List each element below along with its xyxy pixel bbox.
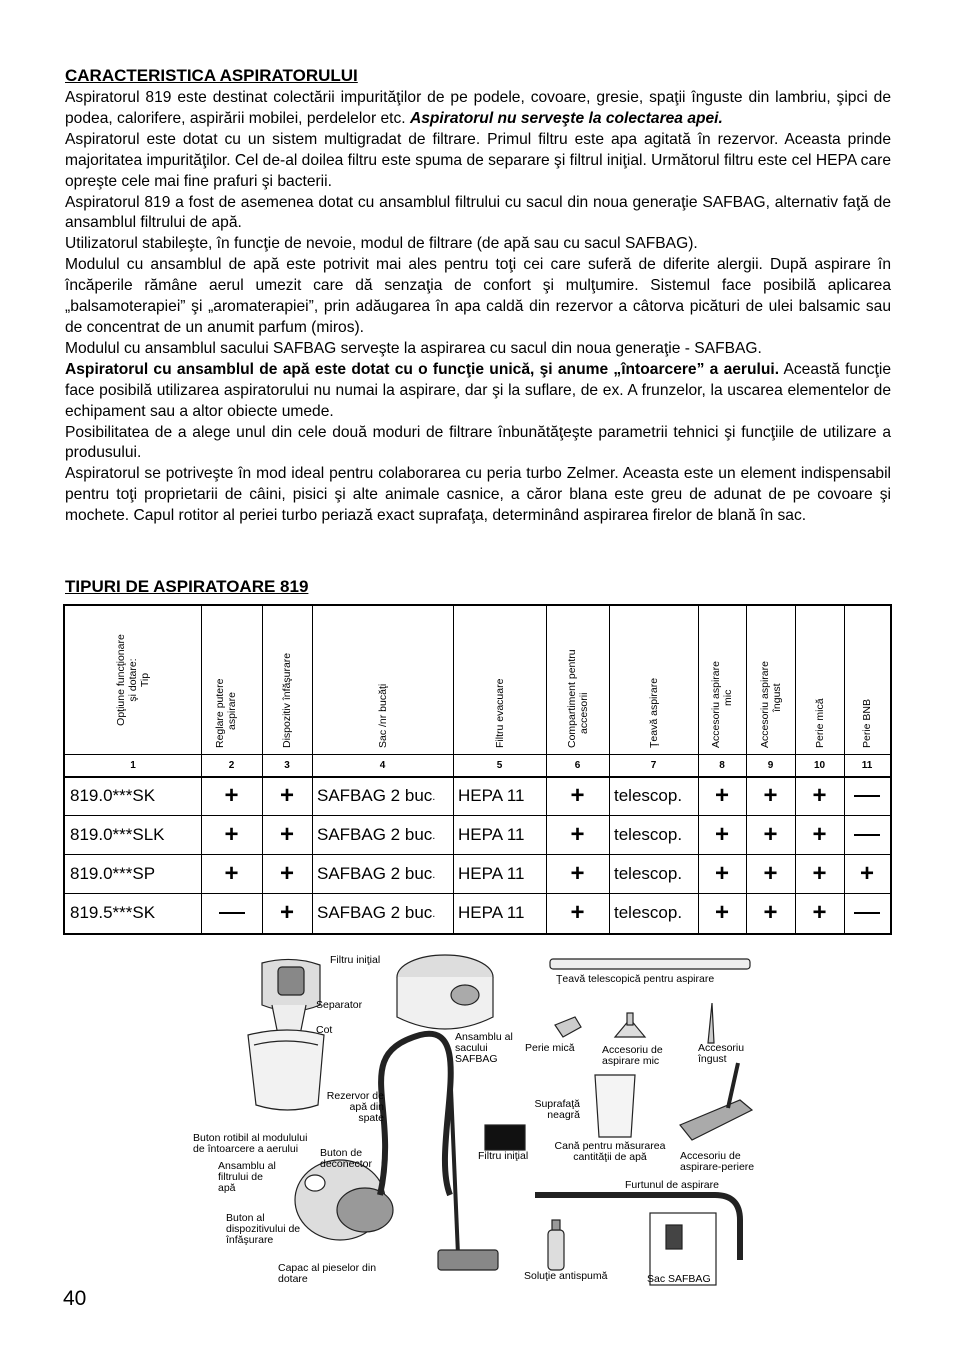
- label-acc-mic: Accesoriu de aspirare mic: [602, 1044, 663, 1067]
- table-column-number: 8: [719, 759, 725, 771]
- table-cell: [312, 776, 453, 815]
- table-column-number: 7: [650, 759, 657, 771]
- table-cell: HEPA 11: [458, 824, 525, 844]
- table-cell: +: [763, 781, 778, 809]
- label-filtru-initial-top: Filtru iniţial: [330, 954, 381, 966]
- label-buton-infasurare: Buton al dispozitivului de înfăşurare: [226, 1212, 301, 1246]
- table-header-text: Perie BNB: [861, 698, 873, 748]
- paragraph: Modulul cu ansamblul de apă este potrivit mai ales pentru toţi cei care suferă de diferite alergii. După aspirare în încăperile rămâne aerul umezit care dă senzaţia de confort şi mulţumire. Sistemul face posibilă aplicarea „balsamoterapiei” şi „aromaterapiei”, prin adăugarea în apa caldă din rezervor a câtorva picături de ulei balsamic sau de concentrat de un anumit parfum (miros).: [65, 256, 891, 336]
- cell-text: SAFBAG 2 buc: [317, 902, 433, 922]
- label-acc-ingust: Accesoriu îngust: [698, 1042, 745, 1065]
- table-cell: +: [812, 820, 827, 848]
- table-header-text-line: Accesoriu aspirare: [710, 661, 722, 748]
- label-cana: Cană pentru măsurarea cantităţii de apă: [554, 1140, 666, 1163]
- paragraph: Posibilitatea de a alege unul din cele două moduri de filtrare înbunătăţeşte parametrii tehnici şi funcţiile de utilizare a produsului.: [65, 423, 891, 462]
- table-cell: +: [812, 859, 827, 887]
- table-header-cell: [65, 606, 201, 754]
- table-column-number: 3: [284, 759, 290, 771]
- page-number: 40: [63, 1287, 87, 1310]
- table-column-number: 10: [813, 759, 826, 771]
- table-cell: +: [812, 898, 827, 926]
- table-cell: [312, 893, 453, 932]
- table-cell: telescop.: [614, 785, 683, 805]
- table-cell: +: [224, 820, 239, 848]
- section-heading-characteristics: CARACTERISTICA ASPIRATORULUI: [65, 66, 358, 85]
- table-cell: +: [714, 859, 729, 887]
- table-header-text: [759, 612, 783, 748]
- table-cell: HEPA 11: [458, 863, 525, 883]
- table-cell: +: [714, 781, 729, 809]
- table-cell: telescop.: [614, 824, 683, 844]
- bold-text: Aspiratorul cu ansamblul de apă este dotat cu o funcţie unică, şi anume „întoarcere” a aerului.: [65, 360, 780, 378]
- table-cell: telescop.: [614, 863, 683, 883]
- paragraph: Aspiratorul este dotat cu un sistem multigradat de filtrare. Primul filtru este apa agitată în rezervor. Aceasta prinde majoritatea impurităţilor. Cel de-al doilea filtru este spuma de separare şi filtrul iniţial. Următorul filtru este cel HEPA care opreşte cele mai fine prafuri şi bacterii.: [65, 130, 891, 190]
- table-cell: +: [570, 859, 585, 887]
- table-cell: +: [279, 898, 294, 926]
- table-column-number: 11: [861, 759, 873, 771]
- table-cell: +: [224, 859, 239, 887]
- table-cell: HEPA 11: [458, 785, 525, 805]
- text: Această funcţie face posibilă utilizarea aspiratorului nu numai la aspirare, dar şi la suflare, de ex. A frunzelor, la uscarea elementelor de echipament sau a altor obiecte umede.: [65, 360, 892, 420]
- table-cell: +: [859, 859, 874, 887]
- table-header-text-line: mic: [722, 689, 734, 706]
- label-furtun: Furtunul de aspirare: [625, 1179, 719, 1191]
- emphasis-text: Aspiratorul nu serveşte la colectarea apei.: [409, 109, 723, 127]
- table-header-text-line: Opţiune funcţionare: [115, 634, 127, 726]
- table-cell: [201, 893, 262, 932]
- table-cell: +: [570, 898, 585, 926]
- section-heading-types: TIPURI DE ASPIRATOARE 819: [65, 577, 309, 596]
- paragraph: [65, 88, 891, 130]
- label-perie-mica: Perie mică: [525, 1042, 575, 1054]
- label-buton-deconector: Buton de deconector: [320, 1147, 372, 1170]
- cell-text-dot: .: [432, 830, 436, 842]
- table-column-number: 9: [767, 759, 774, 771]
- table-cell: +: [714, 820, 729, 848]
- label-filtru-initial: Filtru iniţial: [478, 1150, 529, 1162]
- table-cell: [844, 776, 890, 815]
- table-header-text: [214, 612, 238, 748]
- product-illustration: [190, 945, 770, 1290]
- table-cell: telescop.: [614, 902, 683, 922]
- table-header-text: [115, 612, 151, 748]
- cell-text: SAFBAG 2 buc: [317, 863, 433, 883]
- table-header-cell: [795, 606, 844, 754]
- cell-text: SAFBAG 2 buc: [317, 785, 433, 805]
- table-column-number: 2: [228, 759, 235, 771]
- table-header-text: Sac /nr bucăţi: [376, 683, 389, 748]
- table-header-cell: [609, 606, 698, 754]
- text: Aspiratorul 819 este destinat colectării impurităţilor de pe podele, covoare, gresie, spaţii înguste din lambriu, şipci de podea, calorifere, aspirării mobilei, perdelelor etc.: [65, 89, 891, 127]
- table-cell: +: [763, 820, 778, 848]
- label-buton-rotibil: Buton rotibil al modulului de întoarcere a aerului: [193, 1132, 308, 1155]
- paragraph: Aspiratorul se potriveşte în mod ideal pentru colaborarea cu peria turbo Zelmer. Aceasta este un element indispensabil pentru toţi proprietarii de câini, pisici şi alte animale casnice, a căror blana este greu de adunat de pe covoare şi mochete. Capul rotitor al periei turbo periază exact suprafaţa, determinând aspirarea firelor de blană în sac.: [65, 465, 891, 525]
- table-header-text-line: Accesoriu aspirare: [758, 661, 771, 748]
- label-capac: Capac al pieselor din dotare: [278, 1262, 377, 1285]
- table-header-text: Dispozitiv înfăşurare: [281, 652, 293, 748]
- table-header-text-line: şi dotare:: [127, 658, 139, 702]
- table-cell: HEPA 11: [458, 902, 525, 922]
- table-header-text: Perie mică: [813, 698, 826, 748]
- table-header-cell: [844, 606, 890, 754]
- table-cell: +: [763, 859, 778, 887]
- table-row-model: 819.0***SLK: [70, 824, 165, 844]
- table-cell: +: [812, 781, 827, 809]
- label-cot: Cot: [316, 1024, 333, 1036]
- table-header-cell: [453, 606, 546, 754]
- table-header-text-line: Compartiment pentru: [565, 649, 578, 748]
- label-ansamblu-filtru: Ansamblu al filtrului de apă: [218, 1160, 276, 1194]
- table-column-number: 4: [379, 759, 386, 771]
- label-sac: Sac SAFBAG: [647, 1273, 711, 1285]
- table-cell: +: [570, 820, 585, 848]
- table-cell: [844, 893, 890, 932]
- table-header-text: [710, 612, 734, 748]
- table-column-number: 6: [574, 759, 581, 771]
- table-header-text: Filtru evacuare: [493, 678, 506, 748]
- characteristics-text: [65, 88, 891, 527]
- table-cell: +: [763, 898, 778, 926]
- table-header-cell: [746, 606, 795, 754]
- paragraph: [65, 360, 891, 423]
- table-cell: [312, 815, 453, 854]
- label-teava: Ţeavă telescopică pentru aspirare: [556, 973, 715, 985]
- table-header-text: [566, 612, 590, 748]
- cell-text-dot: .: [432, 791, 436, 803]
- paragraph: Aspiratorul 819 a fost de asemenea dotat cu ansamblul filtrului cu sacul din noua generaţie SAFBAG, alternativ faţă de ansamblul filtrului de apă.: [65, 193, 891, 232]
- label-suprafata: Suprafaţă neagră: [534, 1098, 580, 1121]
- table-cell: +: [570, 781, 585, 809]
- table-header-text-line: Reglare putere: [213, 678, 226, 748]
- cell-text: SAFBAG 2 buc: [317, 824, 433, 844]
- table-cell: +: [279, 781, 294, 809]
- table-header-text-line: accesorii: [577, 692, 590, 734]
- table-row-model: 819.0***SP: [70, 863, 156, 883]
- table-row-model: 819.5***SK: [70, 902, 156, 922]
- table-header-text: Ţeavă aspirare: [647, 677, 660, 748]
- table-cell: +: [279, 859, 294, 887]
- cell-text-dot: .: [432, 869, 436, 881]
- table-header-text-line: aspirare: [225, 692, 238, 730]
- table-column-number: 5: [496, 759, 503, 771]
- table-header-cell: [201, 606, 262, 754]
- table-column-number: 1: [130, 759, 136, 771]
- label-separator: Separator: [316, 999, 363, 1011]
- table-header-text-line: îngust: [770, 683, 783, 712]
- cell-text-dot: .: [432, 908, 436, 920]
- label-acc-perie: Accesoriu de aspirare-periere: [680, 1150, 755, 1173]
- paragraph: Modulul cu ansamblul sacului SAFBAG serveşte la aspirarea cu sacul din noua generaţie - SAFBAG.: [65, 339, 762, 357]
- table-header-text-line: Tip: [139, 672, 151, 688]
- table-header-cell: [312, 606, 453, 754]
- table-header-cell: [546, 606, 609, 754]
- paragraph: Utilizatorul stabileşte, în funcţie de nevoie, modul de filtrare (de apă sau cu sacul SAFBAG).: [65, 235, 698, 253]
- models-table: [63, 604, 892, 935]
- label-ansamblu-sac: Ansamblu al sacului SAFBAG: [455, 1031, 513, 1065]
- table-header-cell: [698, 606, 746, 754]
- label-rezervor: Rezervor de apă din spate: [326, 1090, 384, 1124]
- label-solutie: Soluţie antispumă: [524, 1270, 608, 1282]
- table-cell: [312, 854, 453, 893]
- table-cell: +: [714, 898, 729, 926]
- table-cell: [844, 815, 890, 854]
- table-cell: +: [279, 820, 294, 848]
- table-row-model: 819.0***SK: [70, 785, 156, 805]
- table-cell: +: [224, 781, 239, 809]
- table-header-cell: [262, 606, 312, 754]
